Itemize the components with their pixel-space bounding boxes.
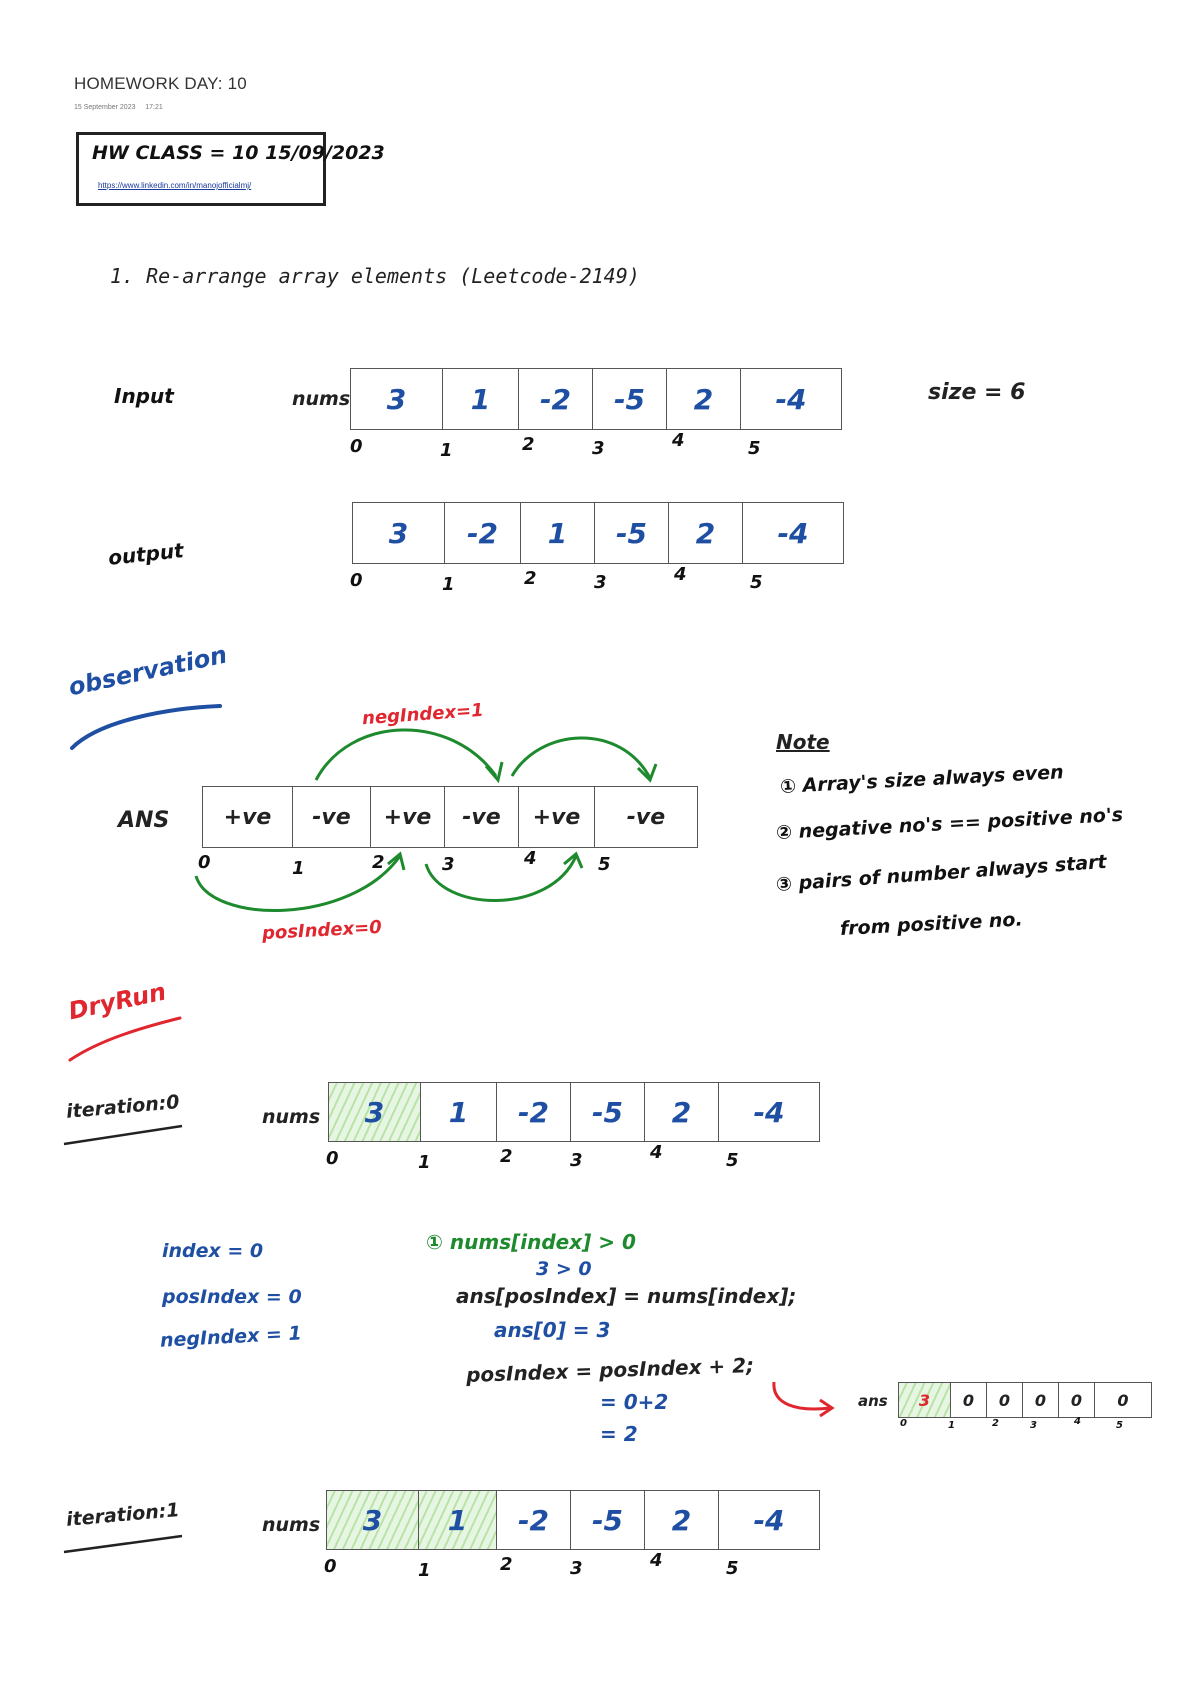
ans-small-label: ans: [858, 1392, 888, 1410]
var-pos-index: posIndex = 0: [162, 1286, 302, 1308]
array-index: 1: [442, 574, 455, 595]
array-cell: 1: [443, 369, 519, 429]
nums-label: nums: [262, 1106, 321, 1128]
neg-index-label: negIndex=1: [361, 699, 485, 730]
array-cell: 2: [669, 503, 743, 563]
array-cell: -2: [445, 503, 521, 563]
dry-run-label: DryRun: [66, 977, 169, 1026]
iteration1-underline: [60, 1528, 190, 1558]
step-update-2: = 2: [600, 1422, 638, 1446]
array-index: 0: [198, 852, 211, 873]
array-index: 5: [598, 854, 611, 875]
array-cell: -4: [753, 1095, 785, 1129]
array-index: 1: [418, 1560, 431, 1581]
array-cell: -5: [595, 503, 669, 563]
iteration0-array: [328, 1082, 820, 1142]
array-index: 4: [672, 430, 685, 451]
array-index: 0: [324, 1556, 337, 1577]
array-cell: 1: [419, 1491, 497, 1549]
output-label: output: [106, 538, 185, 570]
iteration1-label: iteration:1: [65, 1499, 181, 1531]
array-index: 5: [726, 1150, 739, 1171]
note-item: ① Array's size always even: [779, 761, 1065, 798]
array-index: 4: [524, 848, 537, 869]
array-cell: 1: [521, 503, 595, 563]
page-title: HOMEWORK DAY: 10: [74, 74, 247, 93]
array-index: 0: [900, 1418, 907, 1429]
array-cell: -5: [571, 1491, 645, 1549]
array-cell: -ve: [626, 804, 666, 830]
step-assign-value: ans[0] = 3: [494, 1318, 611, 1342]
linkedin-link[interactable]: https://www.linkedin.com/in/manojofficialmj/: [98, 181, 252, 190]
problem-heading: 1. Re-arrange array elements (Leetcode-2149): [110, 264, 640, 288]
step-update: posIndex = posIndex + 2;: [465, 1352, 755, 1388]
step-check: ① nums[index] > 0: [426, 1230, 636, 1254]
note-item: ③ pairs of number always start: [775, 850, 1108, 896]
small-ans-array: [898, 1382, 1152, 1418]
red-arrow-icon: [766, 1374, 840, 1424]
array-cell: 2: [645, 1491, 719, 1549]
step-assign: ans[posIndex] = nums[index];: [456, 1284, 797, 1308]
array-index: 4: [650, 1142, 663, 1163]
array-cell: +ve: [371, 787, 445, 847]
array-cell: 3: [327, 1491, 419, 1549]
ans-pattern-array: [202, 786, 698, 848]
input-label: Input: [114, 384, 174, 408]
note-item: from positive no.: [839, 908, 1024, 940]
array-index: 2: [372, 852, 385, 873]
array-index: 1: [948, 1420, 955, 1431]
array-index: 4: [674, 564, 687, 585]
array-index: 2: [522, 434, 535, 455]
array-cell: 3: [353, 503, 445, 563]
array-index: 3: [1030, 1420, 1037, 1431]
array-cell: -4: [775, 382, 807, 416]
observation-label: observation: [66, 640, 230, 702]
array-index: 4: [1074, 1416, 1081, 1427]
iteration0-underline: [60, 1120, 190, 1150]
array-index: 5: [748, 438, 761, 459]
array-cell: 1: [421, 1083, 497, 1141]
page-date: 15 September 2023: [74, 104, 136, 111]
nums-label: nums: [262, 1514, 321, 1536]
array-cell: 3: [899, 1383, 951, 1417]
array-index: 2: [500, 1554, 513, 1575]
array-cell: -4: [753, 1503, 785, 1537]
array-index: 0: [350, 436, 363, 457]
array-index: 5: [1116, 1420, 1123, 1431]
array-index: 2: [524, 568, 537, 589]
iteration0-label: iteration:0: [65, 1091, 181, 1123]
array-index: 3: [442, 854, 455, 875]
array-index: 0: [350, 570, 363, 591]
array-index: 3: [594, 572, 607, 593]
array-cell: 2: [645, 1083, 719, 1141]
array-cell: -ve: [293, 787, 371, 847]
array-index: 5: [726, 1558, 739, 1579]
observation-underline: [60, 700, 230, 760]
var-neg-index: negIndex = 1: [159, 1322, 303, 1352]
neg-index-arrows: [300, 718, 680, 788]
input-array: [350, 368, 842, 430]
array-cell: 2: [667, 369, 741, 429]
array-index: 3: [592, 438, 605, 459]
array-cell: -ve: [445, 787, 519, 847]
var-index: index = 0: [162, 1240, 264, 1262]
note-heading: Note: [776, 730, 830, 754]
note-item: ② negative no's == positive no's: [775, 803, 1124, 844]
size-label: size = 6: [928, 380, 1026, 405]
array-cell: +ve: [519, 787, 595, 847]
array-cell: -4: [777, 516, 809, 550]
array-index: 2: [500, 1146, 513, 1167]
array-cell: -5: [571, 1083, 645, 1141]
array-cell: 0: [1117, 1390, 1129, 1410]
page-timestamp: [74, 104, 163, 111]
array-index: 2: [992, 1418, 999, 1429]
array-index: 3: [570, 1558, 583, 1579]
pos-index-label: posIndex=0: [261, 916, 383, 945]
array-cell: 3: [329, 1083, 421, 1141]
array-index: 4: [650, 1550, 663, 1571]
hw-class-title: HW CLASS = 10 15/09/2023: [92, 142, 385, 164]
array-cell: 0: [951, 1383, 987, 1417]
nums-label: nums: [292, 388, 351, 410]
array-cell: 0: [1059, 1383, 1095, 1417]
array-cell: -2: [497, 1491, 571, 1549]
array-cell: -2: [519, 369, 593, 429]
output-array: [352, 502, 844, 564]
array-index: 1: [418, 1152, 431, 1173]
array-index: 1: [440, 440, 453, 461]
iteration1-array: [326, 1490, 820, 1550]
array-cell: 3: [351, 369, 443, 429]
array-cell: 0: [987, 1383, 1023, 1417]
array-index: 1: [292, 858, 305, 879]
dry-run-underline: [60, 1010, 190, 1070]
array-index: 3: [570, 1150, 583, 1171]
step-update-1: = 0+2: [600, 1390, 669, 1414]
array-cell: +ve: [203, 787, 293, 847]
array-cell: -5: [593, 369, 667, 429]
array-cell: -2: [497, 1083, 571, 1141]
array-index: 0: [326, 1148, 339, 1169]
ans-label: ANS: [118, 808, 170, 833]
array-index: 5: [750, 572, 763, 593]
step-check-value: 3 > 0: [536, 1258, 592, 1280]
pos-index-arrows: [190, 846, 610, 926]
array-cell: 0: [1023, 1383, 1059, 1417]
page-time: 17:21: [145, 104, 163, 111]
